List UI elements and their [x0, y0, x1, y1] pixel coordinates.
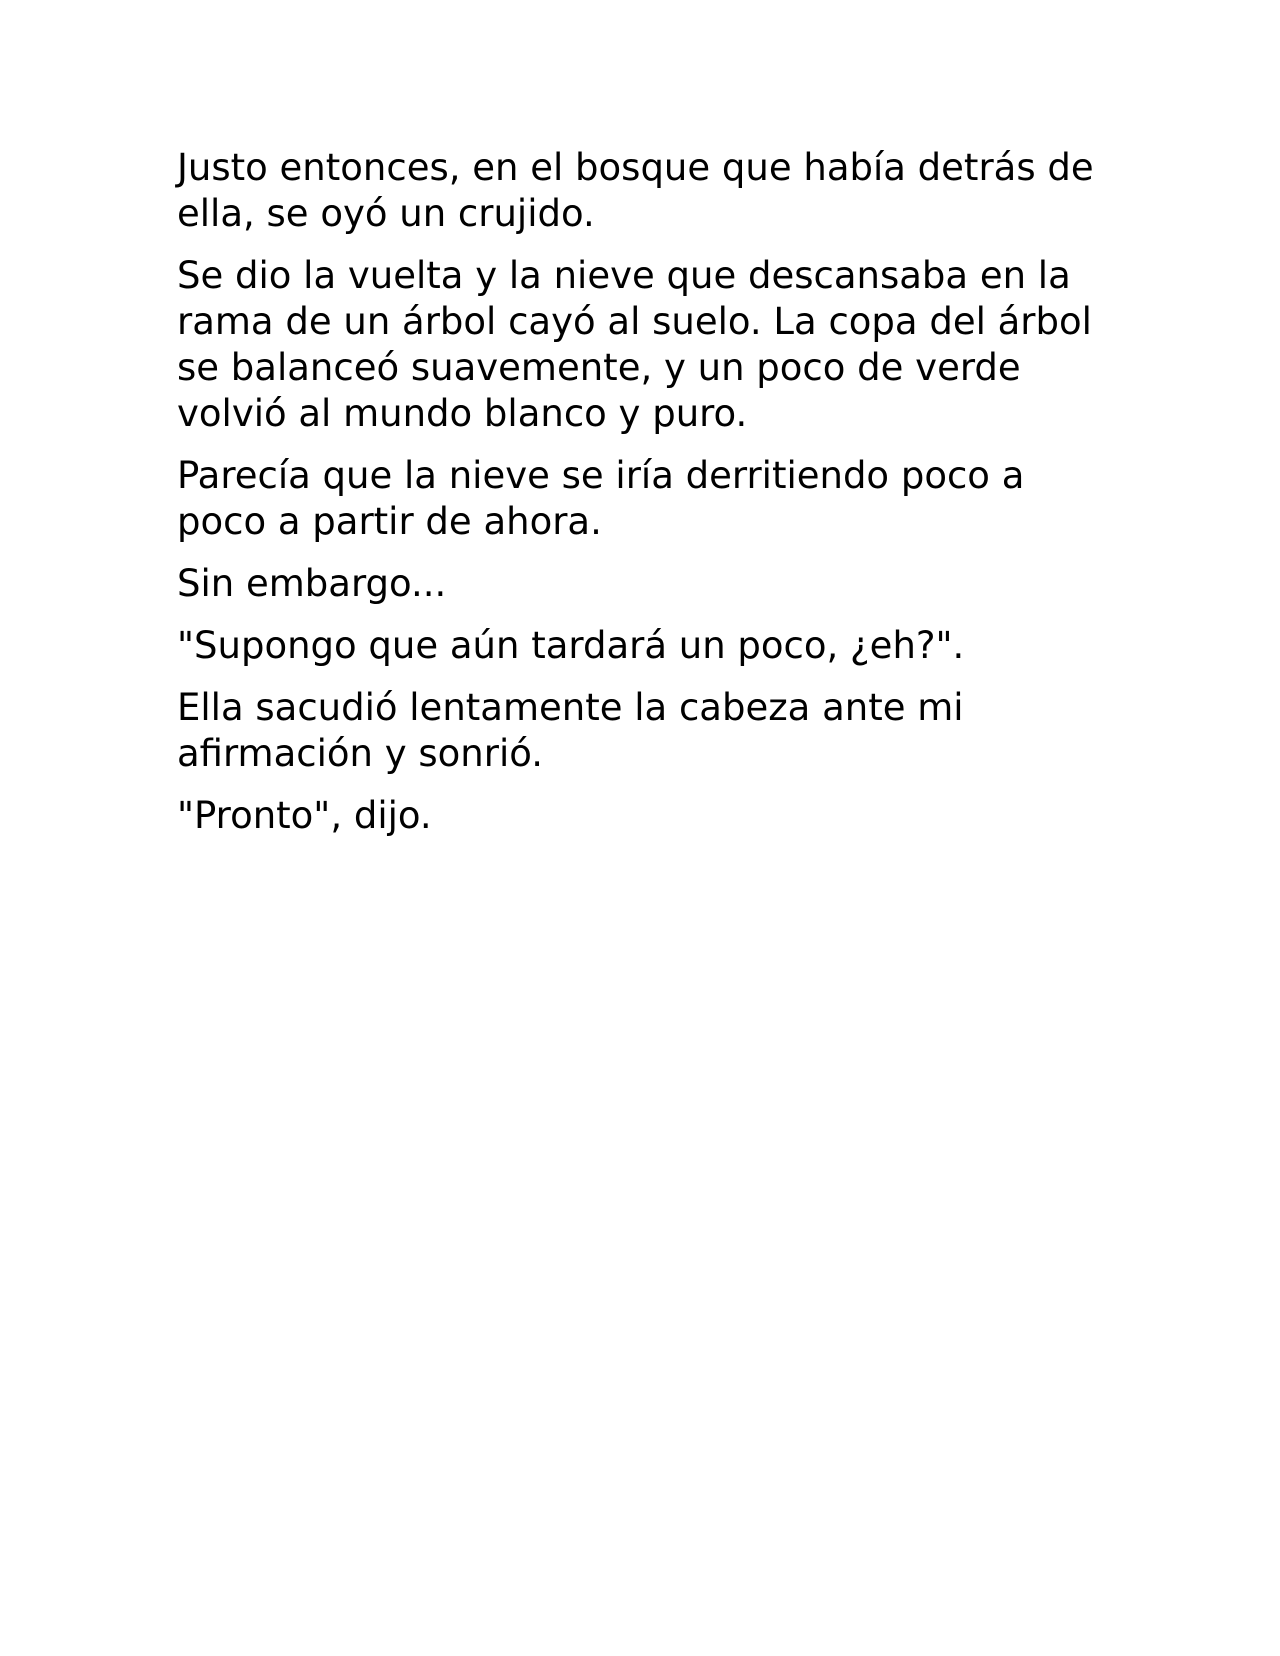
paragraph: Se dio la vuelta y la nieve que descansaba en la rama de un árbol cayó al suelo. La copa del árbol se balanceó suavemente, y un poco de verde volvió al mundo blanco y puro.: [177, 254, 1092, 435]
paragraph: Parecía que la nieve se iría derritiendo poco a poco a partir de ahora.: [177, 454, 1025, 543]
paragraph: "Pronto", dijo.: [177, 794, 432, 837]
paragraph: Ella sacudió lentamente la cabeza ante mi afirmación y sonrió.: [177, 686, 964, 775]
body-text: [177, 145, 1107, 855]
paragraph: Sin embargo...: [177, 562, 447, 605]
paragraph: "Supongo que aún tardará un poco, ¿eh?".: [177, 624, 965, 667]
paragraph: Justo entonces, en el bosque que había detrás de ella, se oyó un crujido.: [177, 146, 1094, 235]
